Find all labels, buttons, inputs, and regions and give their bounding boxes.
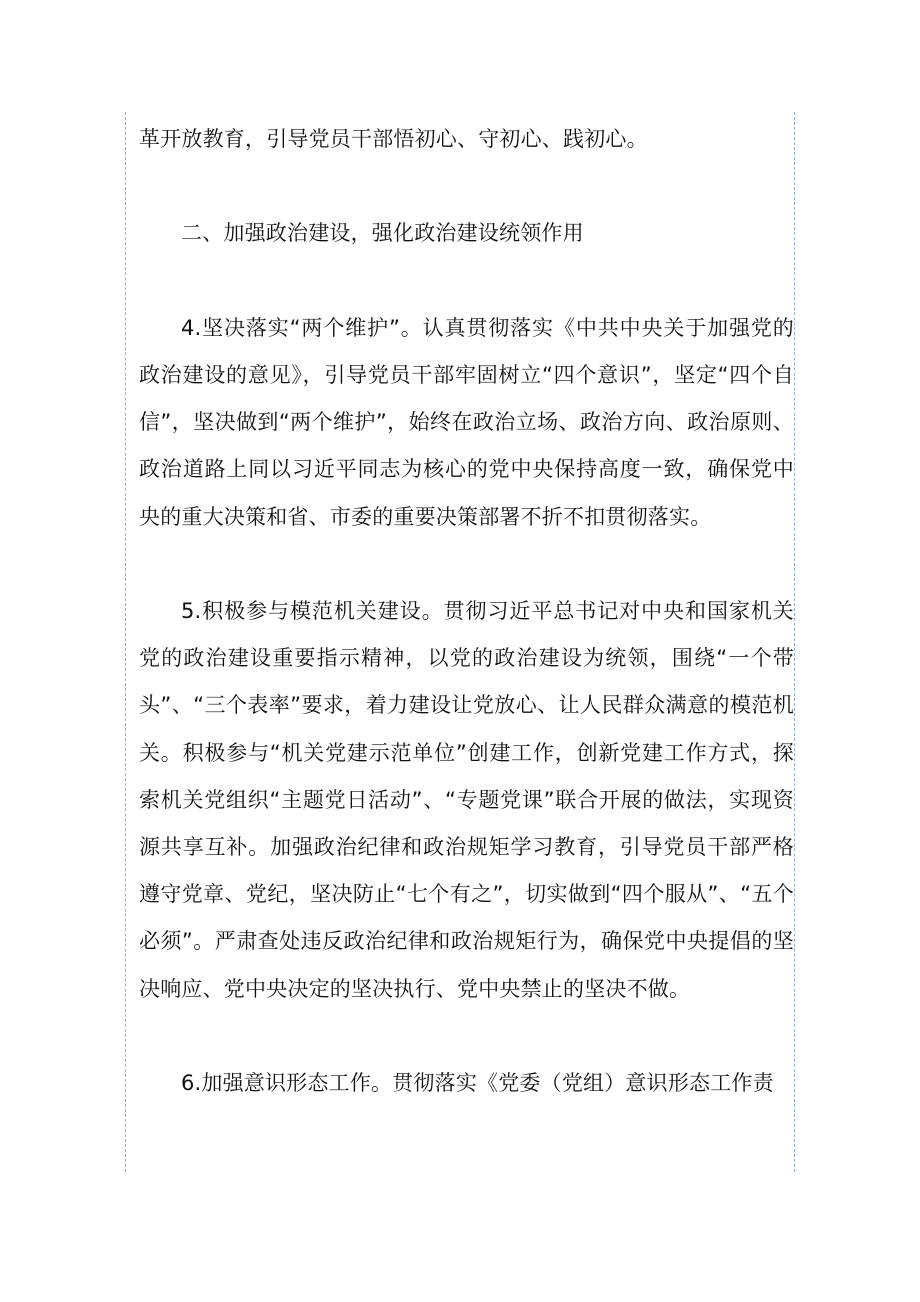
- right-margin-guide: [794, 112, 795, 1172]
- left-margin-guide: [125, 112, 126, 1172]
- paragraph-item-6: 6.加强意识形态工作。贯彻落实《党委（党组）意识形态工作责: [181, 1071, 774, 1095]
- paragraph-gap: [139, 541, 794, 588]
- paragraph-gap: [139, 163, 794, 210]
- paragraph-gap: [139, 258, 794, 305]
- document-body: [139, 116, 794, 1107]
- paragraph-continuation: 革开放教育，引导党员干部悟初心、守初心、践初心。: [139, 127, 648, 151]
- paragraph-gap: [139, 1013, 794, 1060]
- section-heading-political-construction: 二、加强政治建设，强化政治建设统领作用: [181, 221, 584, 246]
- paragraph-item-5: 5.积极参与模范机关建设。贯彻习近平总书记对中央和国家机关党的政治建设重要指示精神，以党的政治建设为统领，围绕“一个带头”、“三个表率”要求，着力建设让党放心、让人民群众满意的模范机关。积极参与“机关党建示范单位”创建工作，创新党建工作方式，探索机关党组织“主题党日活动”、“专题党课”联合开展的做法，实现资源共享互补。加强政治纪律和政治规矩学习教育，引导党员干部严格遵守党章、党纪，坚决防止“七个有之”，切实做到“四个服从”、“五个必须”。严肃查处违反政治纪律和政治规矩行为，确保党中央提倡的坚决响应、党中央决定的坚决执行、党中央禁止的坚决不做。: [139, 598, 794, 1001]
- paragraph-item-4: 4.坚决落实“两个维护”。认真贯彻落实《中共中央关于加强党的政治建设的意见》，引导党员干部牢固树立“四个意识”，坚定“四个自信”，坚决做到“两个维护”，始终在政治立场、政治方向、政治原则、政治道路上同以习近平同志为核心的党中央保持高度一致，确保党中央的重大决策和省、市委的重要决策部署不折不扣贯彻落实。: [139, 315, 794, 529]
